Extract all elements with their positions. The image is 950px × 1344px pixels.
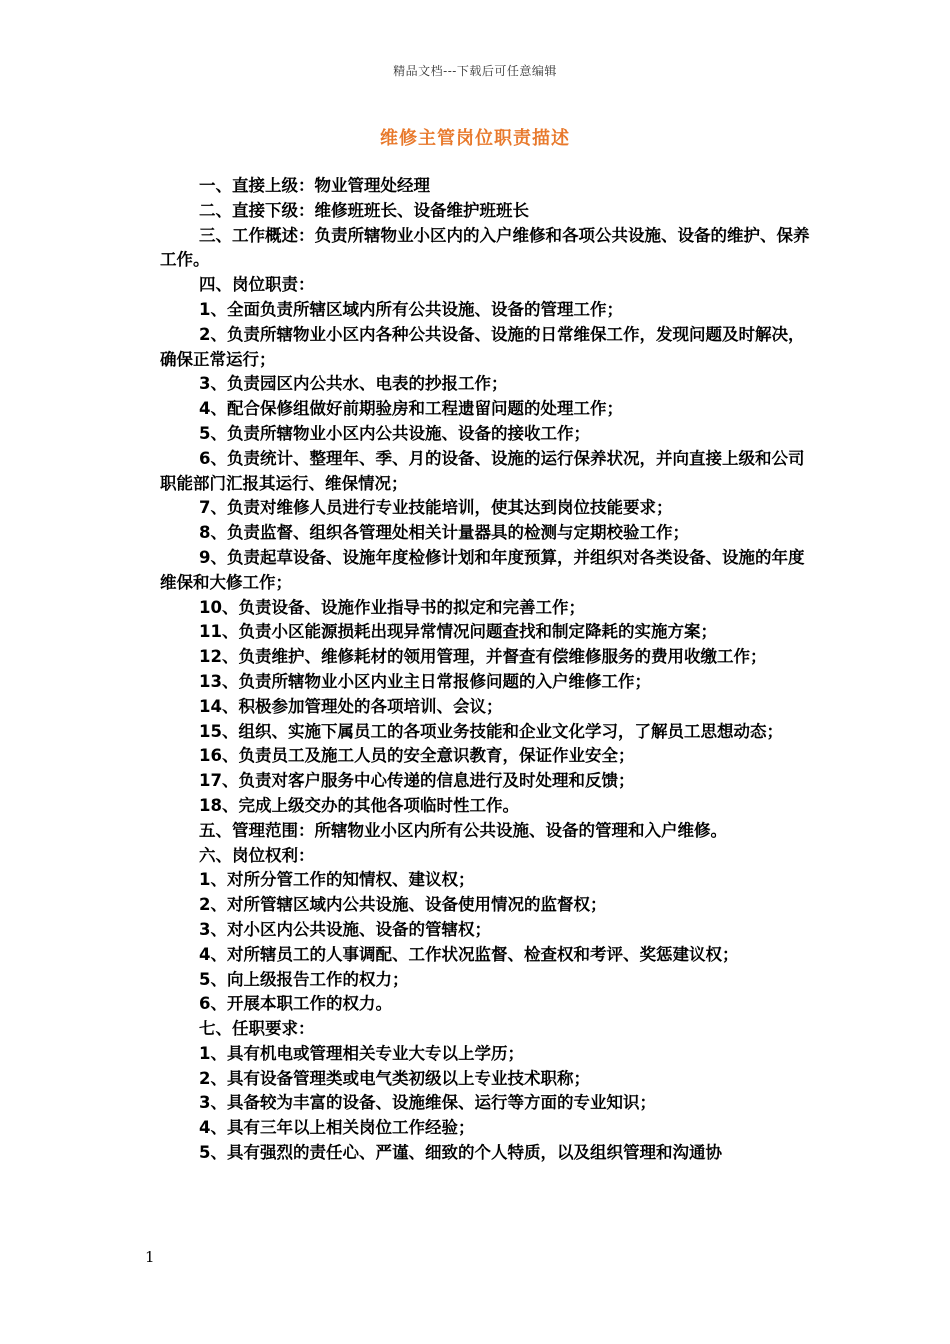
paragraph-scope: 五、管理范围：所辖物业小区内所有公共设施、设备的管理和入户维修。 [199,820,727,840]
requirement-item: 5、具有强烈的责任心、严谨、细致的个人特质，以及组织管理和沟通协 [199,1143,722,1163]
duty-item: 6、负责统计、整理年、季、月的设备、设施的运行保养状况，并向直接上级和公司职能部门汇报其运行、维保情况； [160,448,805,493]
duty-item: 11、负责小区能源损耗出现异常情况问题查找和制定降耗的实施方案； [199,622,717,642]
section-heading-duties: 四、岗位职责： [199,275,315,295]
rights-item: 2、对所管辖区域内公共设施、设备使用情况的监督权； [199,895,607,915]
duty-item: 2、负责所辖物业小区内各种公共设备、设施的日常维保工作，发现问题及时解决，确保正常运行； [160,324,805,369]
requirement-item: 4、具有三年以上相关岗位工作经验； [199,1118,475,1138]
duty-item: 14、积极参加管理处的各项培训、会议； [199,696,503,716]
document-body [160,174,810,1166]
duty-item: 4、配合保修组做好前期验房和工程遗留问题的处理工作； [199,399,623,419]
duty-item: 9、负责起草设备、设施年度检修计划和年度预算，并组织对各类设备、设施的年度维保和大修工作； [160,547,805,592]
rights-item: 1、对所分管工作的知情权、建议权； [199,870,475,890]
duty-item: 15、组织、实施下属员工的各项业务技能和企业文化学习，了解员工思想动态； [199,721,783,741]
document-title: 维修主管岗位职责描述 [380,128,570,149]
rights-item: 4、对所辖员工的人事调配、工作状况监督、检查权和考评、奖惩建议权； [199,944,739,964]
rights-item: 3、对小区内公共设施、设备的管辖权； [199,919,491,939]
requirement-item: 1、具有机电或管理相关专业大专以上学历； [199,1043,524,1063]
duty-item: 5、负责所辖物业小区内公共设施、设备的接收工作； [199,423,590,443]
paragraph-superior: 一、直接上级：物业管理处经理 [199,176,430,195]
section-heading-rights: 六、岗位权利： [199,845,315,865]
duty-item: 18、完成上级交办的其他各项临时性工作。 [199,795,519,815]
duty-item: 3、负责园区内公共水、电表的抄报工作； [199,374,508,394]
requirement-item: 3、具备较为丰富的设备、设施维保、运行等方面的专业知识； [199,1093,656,1113]
paragraph-subordinate: 二、直接下级：维修班班长、设备维护班班长 [199,200,529,220]
duty-item: 1、全面负责所辖区域内所有公共设施、设备的管理工作； [199,299,623,319]
rights-item: 6、开展本职工作的权力。 [199,994,392,1014]
duty-item: 10、负责设备、设施作业指导书的拟定和完善工作； [199,597,585,617]
page-number: 1 [145,1248,155,1266]
header-note: 精品文档---下载后可任意编辑 [393,64,557,78]
duty-item: 16、负责员工及施工人员的安全意识教育，保证作业安全； [199,746,635,766]
rights-item: 5、向上级报告工作的权力； [199,969,409,989]
section-heading-requirements: 七、任职要求： [199,1019,315,1039]
duty-item: 8、负责监督、组织各管理处相关计量器具的检测与定期校验工作； [199,523,689,543]
duty-item: 7、负责对维修人员进行专业技能培训，使其达到岗位技能要求； [199,498,673,518]
requirement-item: 2、具有设备管理类或电气类初级以上专业技术职称； [199,1068,590,1088]
paragraph-overview: 三、工作概述：负责所辖物业小区内的入户维修和各项公共设施、设备的维护、保养工作。 [160,225,810,270]
duty-item: 13、负责所辖物业小区内业主日常报修问题的入户维修工作； [199,671,651,691]
duty-item: 17、负责对客户服务中心传递的信息进行及时处理和反馈； [199,771,635,791]
duty-item: 12、负责维护、维修耗材的领用管理，并督查有偿维修服务的费用收缴工作； [199,647,767,667]
